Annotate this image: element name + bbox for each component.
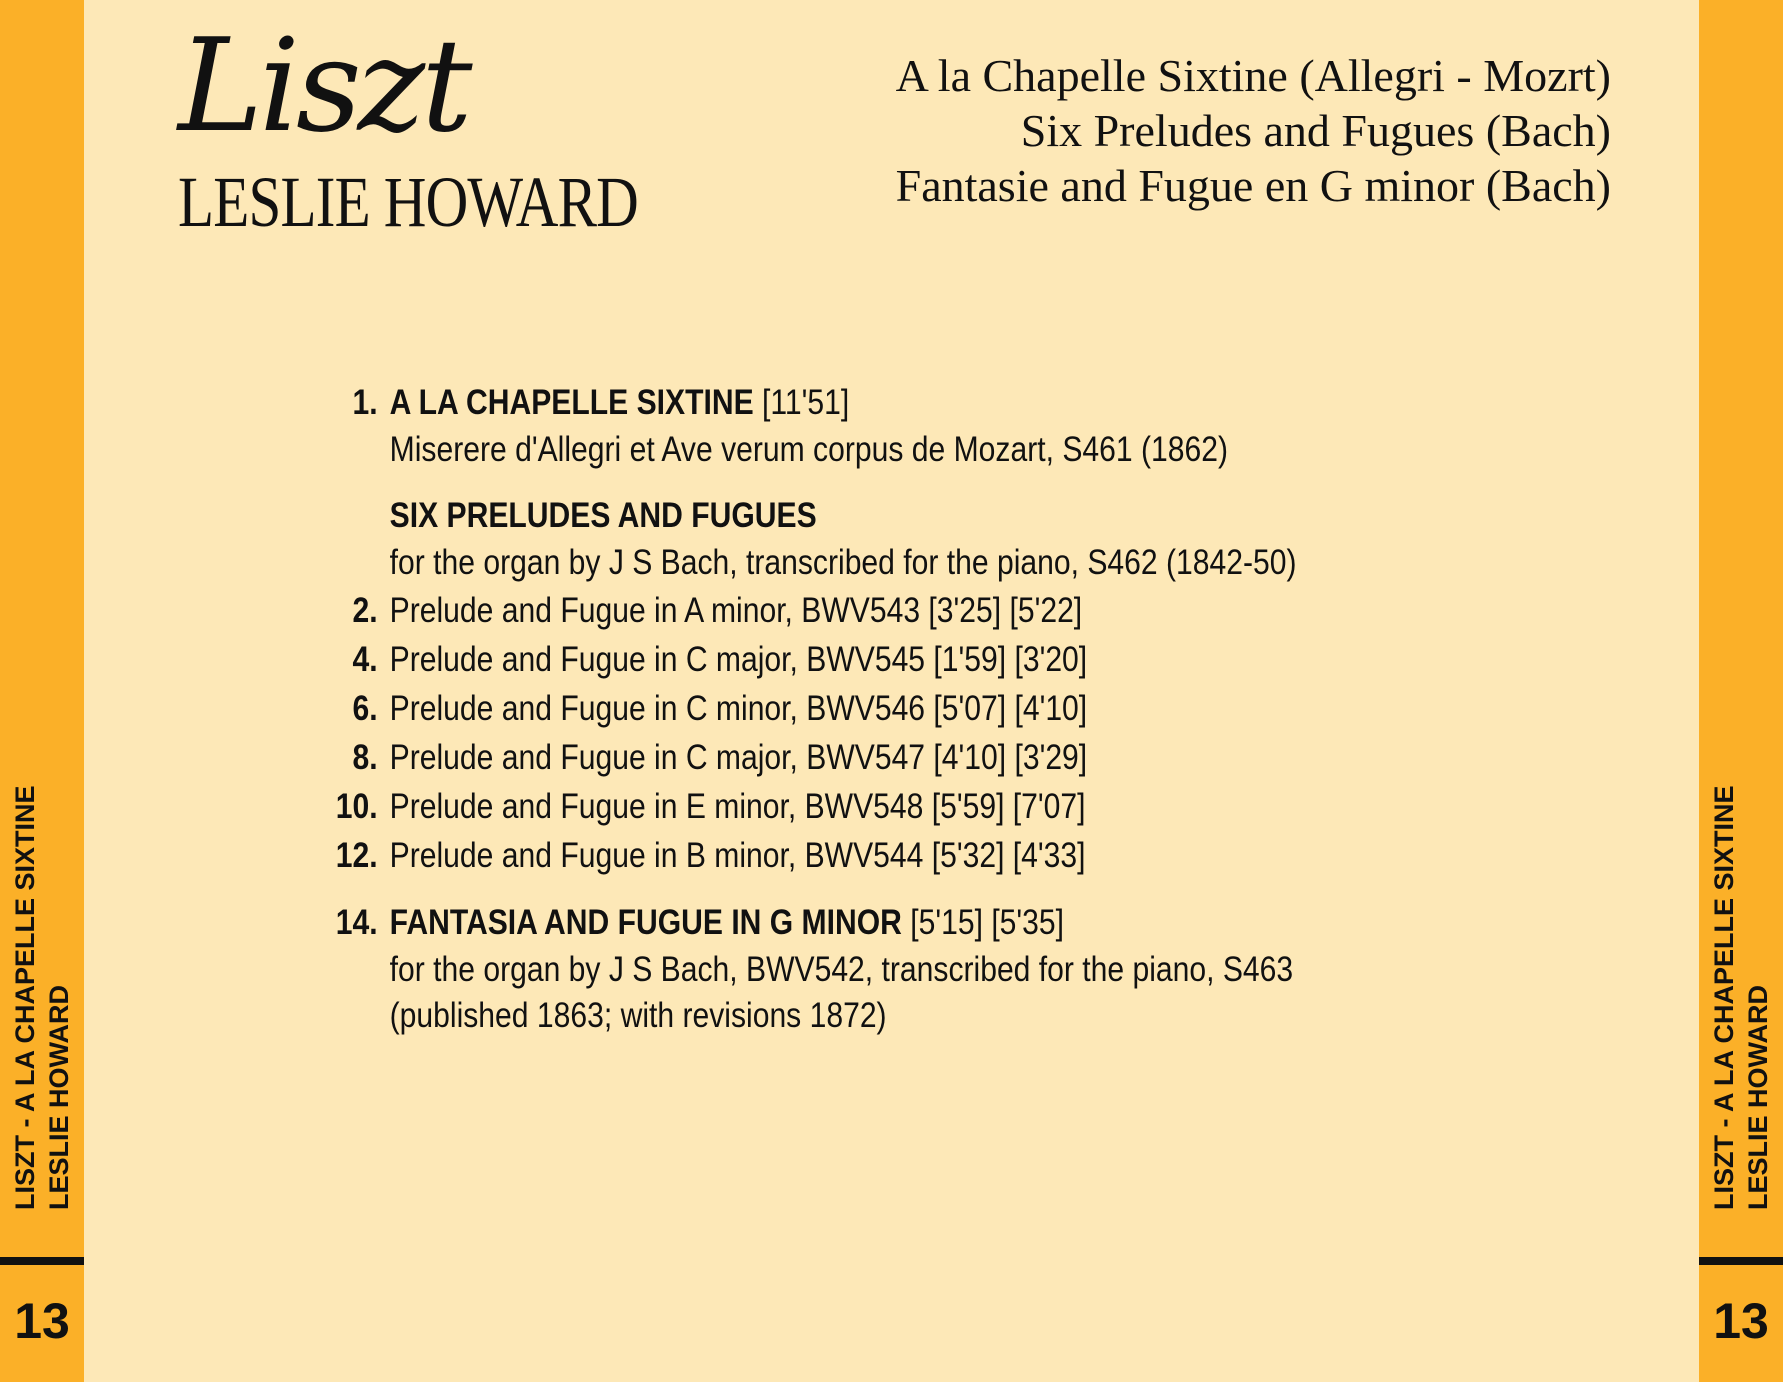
- performer-name: LESLIE HOWARD: [178, 162, 638, 242]
- track-time: [5'15] [5'35]: [910, 903, 1065, 942]
- section-title: SIX PRELUDES AND FUGUES: [389, 496, 817, 535]
- track-text: Prelude and Fugue in C major, BWV547 [4'10] [3'29]: [389, 738, 1088, 777]
- track-item: [326, 733, 1298, 782]
- track-number: 6.: [352, 689, 378, 728]
- track-number: 10.: [335, 787, 378, 826]
- track-text: Prelude and Fugue in C major, BWV545 [1'59] [3'20]: [389, 640, 1088, 679]
- track-text: Prelude and Fugue in C minor, BWV546 [5'07] [4'10]: [389, 689, 1088, 728]
- track-item: [326, 586, 1298, 635]
- track-time: [11'51]: [762, 383, 850, 422]
- track-number: 14.: [335, 903, 378, 942]
- section-heading: [326, 491, 1298, 540]
- track-text: Prelude and Fugue in B minor, BWV544 [5'32] [4'33]: [389, 836, 1086, 875]
- left-spine: [0, 0, 84, 1382]
- track-description: for the organ by J S Bach, BWV542, transcribed for the piano, S463: [389, 950, 1294, 989]
- work-title: A la Chapelle Sixtine (Allegri - Mozrt): [895, 50, 1611, 101]
- track-title: A LA CHAPELLE SIXTINE: [389, 383, 754, 422]
- spine-line-2: LESLIE HOWARD: [1743, 984, 1773, 1210]
- spine-divider: [0, 1257, 84, 1265]
- track-number: 12.: [335, 836, 378, 875]
- track-number: 4.: [352, 640, 378, 679]
- spine-title: [8, 786, 76, 1211]
- right-spine: [1699, 0, 1783, 1382]
- track-title: FANTASIA AND FUGUE IN G MINOR: [389, 903, 902, 942]
- track-item: [326, 782, 1298, 831]
- track-item: [326, 898, 1298, 947]
- track-description: Miserere d'Allegri et Ave verum corpus de Mozart, S461 (1862): [389, 430, 1228, 469]
- spine-divider: [1699, 1257, 1783, 1265]
- track-description: (published 1863; with revisions 1872): [389, 996, 887, 1035]
- works-list: [896, 48, 1611, 213]
- work-title: Six Preludes and Fugues (Bach): [1020, 105, 1611, 156]
- track-item: [326, 378, 1298, 427]
- track-text: Prelude and Fugue in A minor, BWV543 [3'25] [5'22]: [389, 591, 1083, 630]
- track-number: 8.: [352, 738, 378, 777]
- track-text: Prelude and Fugue in E minor, BWV548 [5'59] [7'07]: [389, 787, 1086, 826]
- spine-title: [1707, 786, 1775, 1211]
- track-item: [326, 831, 1298, 880]
- work-title: Fantasie and Fugue en G minor (Bach): [895, 160, 1611, 211]
- spine-line-1: LISZT - A LA CHAPELLE SIXTINE: [10, 785, 40, 1210]
- track-number: 2.: [352, 591, 378, 630]
- track-list: [326, 378, 1298, 1039]
- page-number: 13: [1713, 1293, 1769, 1349]
- track-number: 1.: [352, 383, 378, 422]
- spine-line-2: LESLIE HOWARD: [44, 984, 74, 1210]
- track-item: [326, 684, 1298, 733]
- composer-name: Liszt: [178, 12, 469, 161]
- track-item: [326, 635, 1298, 684]
- spine-line-1: LISZT - A LA CHAPELLE SIXTINE: [1709, 785, 1739, 1210]
- section-description: for the organ by J S Bach, transcribed for the piano, S462 (1842-50): [389, 543, 1297, 582]
- page-number: 13: [14, 1293, 70, 1349]
